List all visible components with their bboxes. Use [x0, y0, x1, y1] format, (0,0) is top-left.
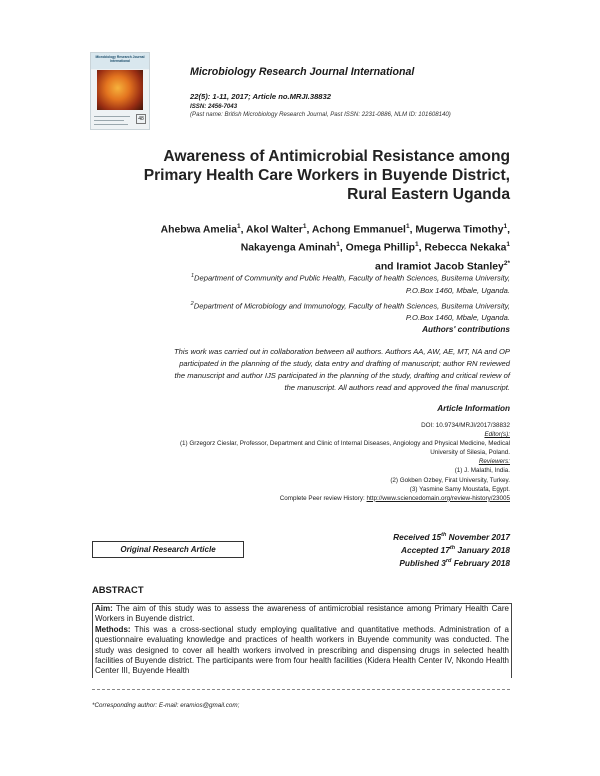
contributions-heading: Authors' contributions	[422, 325, 510, 334]
cover-image	[97, 70, 143, 110]
received-date: Received 15th November 2017	[393, 531, 510, 542]
article-info-heading: Article Information	[437, 404, 510, 413]
author-name: Akol Walter	[246, 224, 303, 236]
accepted-date: Accepted 17th January 2018	[401, 544, 510, 555]
title-line: Primary Health Care Workers in Buyende District,	[143, 167, 510, 184]
affiliation-line: P.O.Box 1460, Mbale, Uganda.	[405, 285, 510, 295]
author-name: Rebecca Nekaka	[424, 242, 507, 254]
title-line: Rural Eastern Uganda	[347, 186, 510, 203]
peer-review-link[interactable]: http://www.sciencedomain.org/review-history/23005	[366, 494, 510, 502]
author-name: Mugerwa Timothy	[415, 224, 504, 236]
affiliation	[95, 270, 510, 297]
author-sup: 2*	[503, 259, 510, 267]
affiliation-line: P.O.Box 1460, Mbale, Uganda.	[405, 313, 510, 323]
contributions-line: This work was carried out in collaboration between all authors. Authors AA, AW, AE, MT, NA and OP	[174, 347, 510, 356]
author-sup: 1	[237, 223, 241, 230]
editor-label: Editor(s):	[484, 431, 510, 439]
cover-title: Microbiology Research Journal International	[95, 55, 145, 63]
peer-review-history	[90, 494, 510, 503]
cover-header	[91, 53, 149, 69]
reviewer: (2) Gokben Ozbey, Firat University, Turkey.	[390, 476, 510, 484]
author-name: Nakayenga Aminah	[240, 242, 337, 254]
article-info	[90, 421, 510, 503]
editor-line: University of Silesia, Poland.	[430, 449, 510, 457]
doi: DOI: 10.9734/MRJI/2017/38832	[421, 422, 510, 429]
author-sup: 1	[414, 241, 419, 249]
article-type-badge: Original Research Article	[92, 541, 244, 558]
abstract-aim: Aim: The aim of this study was to assess the awareness of antimicrobial resistance among Primary Health Care Workers in Buyende district.	[95, 604, 509, 624]
affiliation	[95, 298, 510, 325]
abstract-methods: Methods: This was a cross-sectional study employing qualitative and quantitative methods. Administration of a questionnaire evaluating knowledge and practices of health workers in Buyende community was conducted. The study was designed to cover all health workers involved in prescribing and dispensing drugs in selected health facilities of Buyende district. The participants were from four health facilities (Kidera Health Center IV, Nkondo Health Center III, Buyende Health	[95, 624, 509, 676]
affiliation-line: Department of Community and Public Health, Faculty of health Sciences, Busitema University,	[194, 273, 510, 283]
editor-line: (1) Grzegorz Cieslar, Professor, Department and Clinic of Internal Diseases, Angiology and Physical Medicine, Medical	[179, 440, 510, 448]
affiliation-sup: 2	[190, 300, 194, 307]
published-date: Published 3rd February 2018	[399, 557, 510, 568]
author-sup: 1	[506, 241, 510, 249]
author-name: Omega Phillip	[345, 242, 415, 254]
publication-dates	[300, 530, 510, 568]
authors-line-3: and Iramiot Jacob Stanley$^{2*}$	[375, 259, 510, 273]
past-name: (Past name: British Microbiology Research Journal, Past ISSN: 2231-0886, NLM ID: 101608140)	[190, 111, 451, 118]
contributions-line: the manuscript. All authors read and approved the final manuscript.	[284, 383, 510, 392]
journal-name: Microbiology Research Journal International	[190, 66, 415, 78]
authors-line-2: Nakayenga Aminah$^1$, Omega Phillip$^1$, Rebecca Nekaka$^1$	[240, 241, 510, 254]
contributions-line: participated in the planning of the study, data entry and drafting of manuscript; author RN reviewed	[179, 359, 510, 368]
journal-cover-thumbnail	[90, 52, 150, 130]
footnote-divider	[92, 689, 510, 690]
author-name: Achong Emmanuel	[311, 224, 406, 236]
cover-logo-icon: 48	[136, 114, 146, 124]
contributions-line: the manuscript and author IJS participated in the planning of the study, drafting and critical review of	[174, 371, 510, 380]
author-sup: 1	[336, 241, 340, 249]
author-name: Iramiot Jacob Stanley	[396, 261, 504, 273]
abstract-heading: ABSTRACT	[92, 584, 144, 595]
issn: ISSN: 2456-7043	[190, 103, 238, 110]
citation: 22(5): 1-11, 2017; Article no.MRJI.38832	[190, 92, 331, 101]
author-sup: 1	[302, 223, 307, 230]
reviewer: (3) Yasmine Samy Moustafa, Egypt.	[409, 485, 510, 493]
corresponding-author-footnote: *Corresponding author: E-mail: eramios@gmail.com;	[92, 702, 240, 709]
author-sup: 1	[503, 223, 508, 230]
author-sup: 1	[405, 223, 410, 230]
reviewer: (1) J. Malathi, India.	[454, 467, 510, 475]
article-title	[100, 147, 510, 204]
authors-line-1: Ahebwa Amelia$^1$, Akol Walter$^1$, Achong Emmanuel$^1$, Mugerwa Timothy$^1$,	[160, 223, 510, 236]
affiliations	[95, 270, 510, 325]
title-line: Awareness of Antimicrobial Resistance among	[163, 148, 510, 165]
abstract-box	[92, 603, 512, 678]
affiliation-line: Department of Microbiology and Immunology, Faculty of health Sciences, Busitema University,	[193, 301, 510, 311]
contributions-text	[90, 346, 510, 394]
author-list	[95, 219, 510, 274]
reviewers-label: Reviewers:	[478, 458, 510, 466]
affiliation-sup: 1	[190, 273, 195, 279]
author-name: Ahebwa Amelia	[160, 224, 238, 236]
peer-review-label: Complete Peer review History:	[279, 494, 367, 502]
